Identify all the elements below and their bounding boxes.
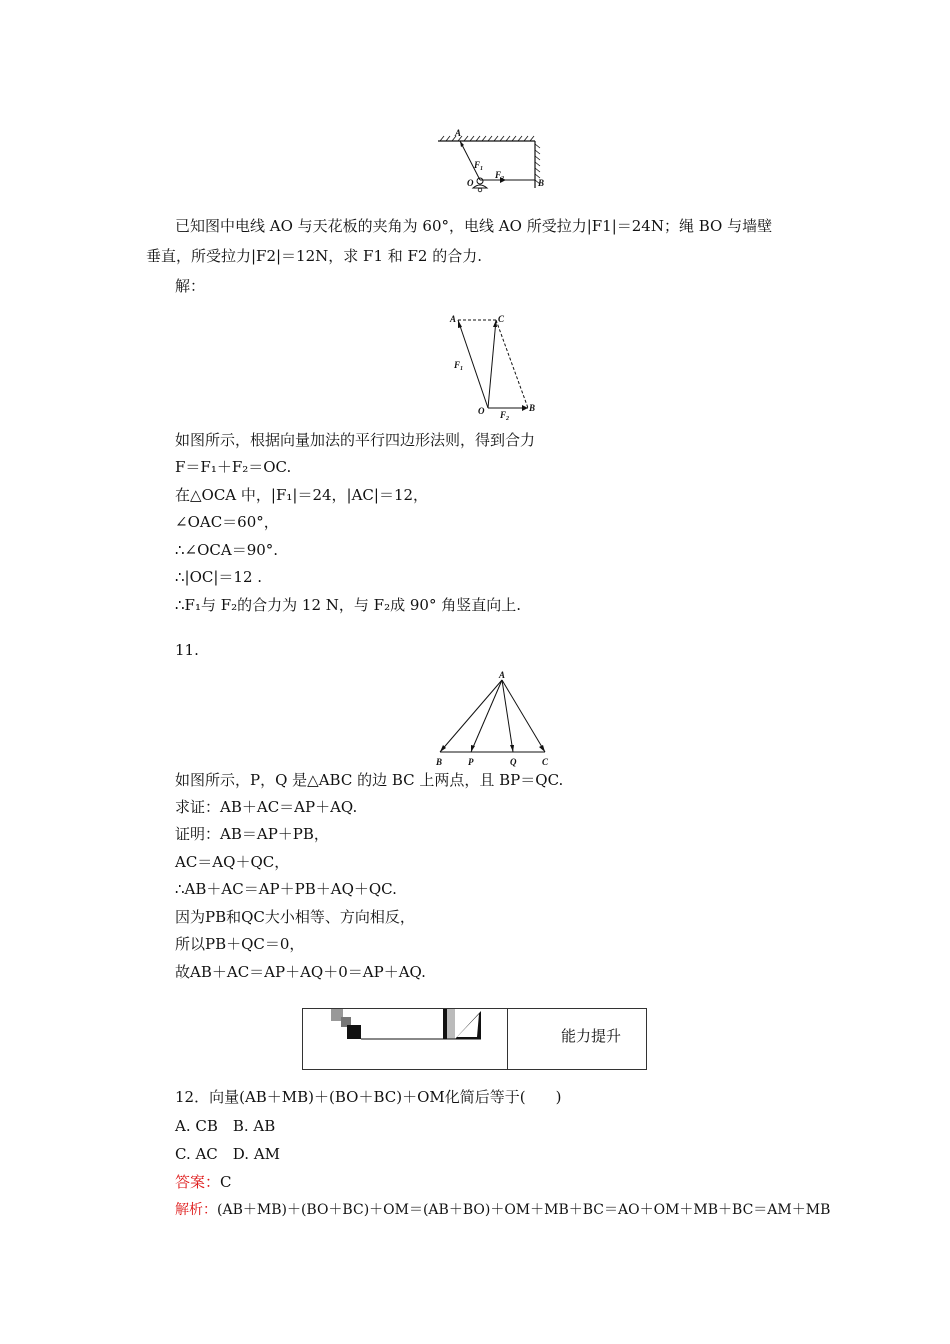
problem12-answer: [175, 1172, 232, 1192]
label-B: B: [529, 403, 536, 413]
solution11-line-4: AC＝AQ＋QC，: [175, 853, 290, 871]
problem10-statement-line2: 垂直，所受拉力|F2|＝12N，求 F1 和 F2 的合力.: [146, 247, 483, 265]
problem11-number: 11.: [175, 641, 199, 659]
label-F1: $F_1$: [454, 360, 464, 372]
solution10-line-5: ∴∠OCA＝90°.: [175, 541, 279, 559]
solution11-line-8: 故AB＋AC＝AP＋AQ＋0＝AP＋AQ.: [175, 963, 426, 981]
answer-value: C: [220, 1173, 232, 1191]
figure-parallelogram: [440, 310, 540, 420]
figure-lamp-forces: [430, 126, 555, 196]
problem12-question: 12．向量(AB＋MB)＋(BO＋BC)＋OM化简后等于( ): [175, 1088, 562, 1106]
section-header-box: [302, 1008, 647, 1070]
label-F2: $F_2$: [500, 410, 510, 422]
solution10-line-3: 在△OCA 中，|F₁|＝24，|AC|＝12，: [175, 486, 429, 504]
label-O: O: [467, 178, 474, 188]
label-O: O: [478, 406, 485, 416]
problem12-analysis: [175, 1200, 830, 1220]
solution11-line-2: 求证：AB＋AC＝AP＋AQ.: [175, 798, 358, 816]
figure-triangle: [430, 670, 560, 770]
label-F1: $F_1$: [474, 160, 484, 172]
label-B: B: [538, 178, 545, 188]
label-Q: Q: [510, 757, 517, 767]
solution-label: 解：: [175, 277, 206, 295]
section-divider: [507, 1009, 508, 1069]
solution10-line-6: ∴|OC|＝12 .: [175, 568, 263, 586]
answer-label: 答案：: [175, 1173, 221, 1191]
solution11-line-1: 如图所示，P，Q 是△ABC 的边 BC 上两点，且 BP＝QC.: [175, 771, 564, 789]
analysis-label: 解析：: [175, 1202, 217, 1218]
label-F2: $F_2$: [495, 170, 505, 182]
label-A: A: [499, 670, 506, 680]
problem12-options-ab: A. CB B. AB: [175, 1117, 276, 1135]
analysis-text: (AB＋MB)＋(BO＋BC)＋OM＝(AB＋BO)＋OM＋MB＋BC＝AO＋OM＋MB＋BC＝AM＋MB: [217, 1202, 831, 1218]
section-title: 能力提升: [561, 1027, 622, 1045]
solution11-line-6: 因为PB和QC大小相等、方向相反，: [175, 908, 415, 926]
label-C: C: [542, 757, 549, 767]
solution10-line-7: ∴F₁与 F₂的合力为 12 N，与 F₂成 90° 角竖直向上.: [175, 596, 521, 614]
label-P: P: [468, 757, 474, 767]
solution10-line-4: ∠OAC＝60°，: [175, 513, 279, 531]
solution10-line-2: F＝F₁＋F₂＝OC.: [175, 458, 292, 476]
solution10-line-1: 如图所示，根据向量加法的平行四边形法则，得到合力: [175, 431, 536, 449]
solution11-line-3: 证明：AB＝AP＋PB，: [175, 825, 329, 843]
label-A: A: [455, 128, 462, 138]
label-A: A: [450, 314, 457, 324]
solution11-line-7: 所以PB＋QC＝0，: [175, 935, 305, 953]
label-B: B: [436, 757, 443, 767]
problem12-options-cd: C. AC D. AM: [175, 1145, 281, 1163]
problem10-statement-line1: 已知图中电线 AO 与天花板的夹角为 60°，电线 AO 所受拉力|F1|＝24N；绳 BO 与墙壁: [175, 217, 773, 235]
solution11-line-5: ∴AB＋AC＝AP＋PB＋AQ＋QC.: [175, 880, 397, 898]
decoration-squares-icon: [329, 1009, 369, 1043]
decoration-corner-icon: [443, 1009, 483, 1043]
label-C: C: [498, 314, 505, 324]
